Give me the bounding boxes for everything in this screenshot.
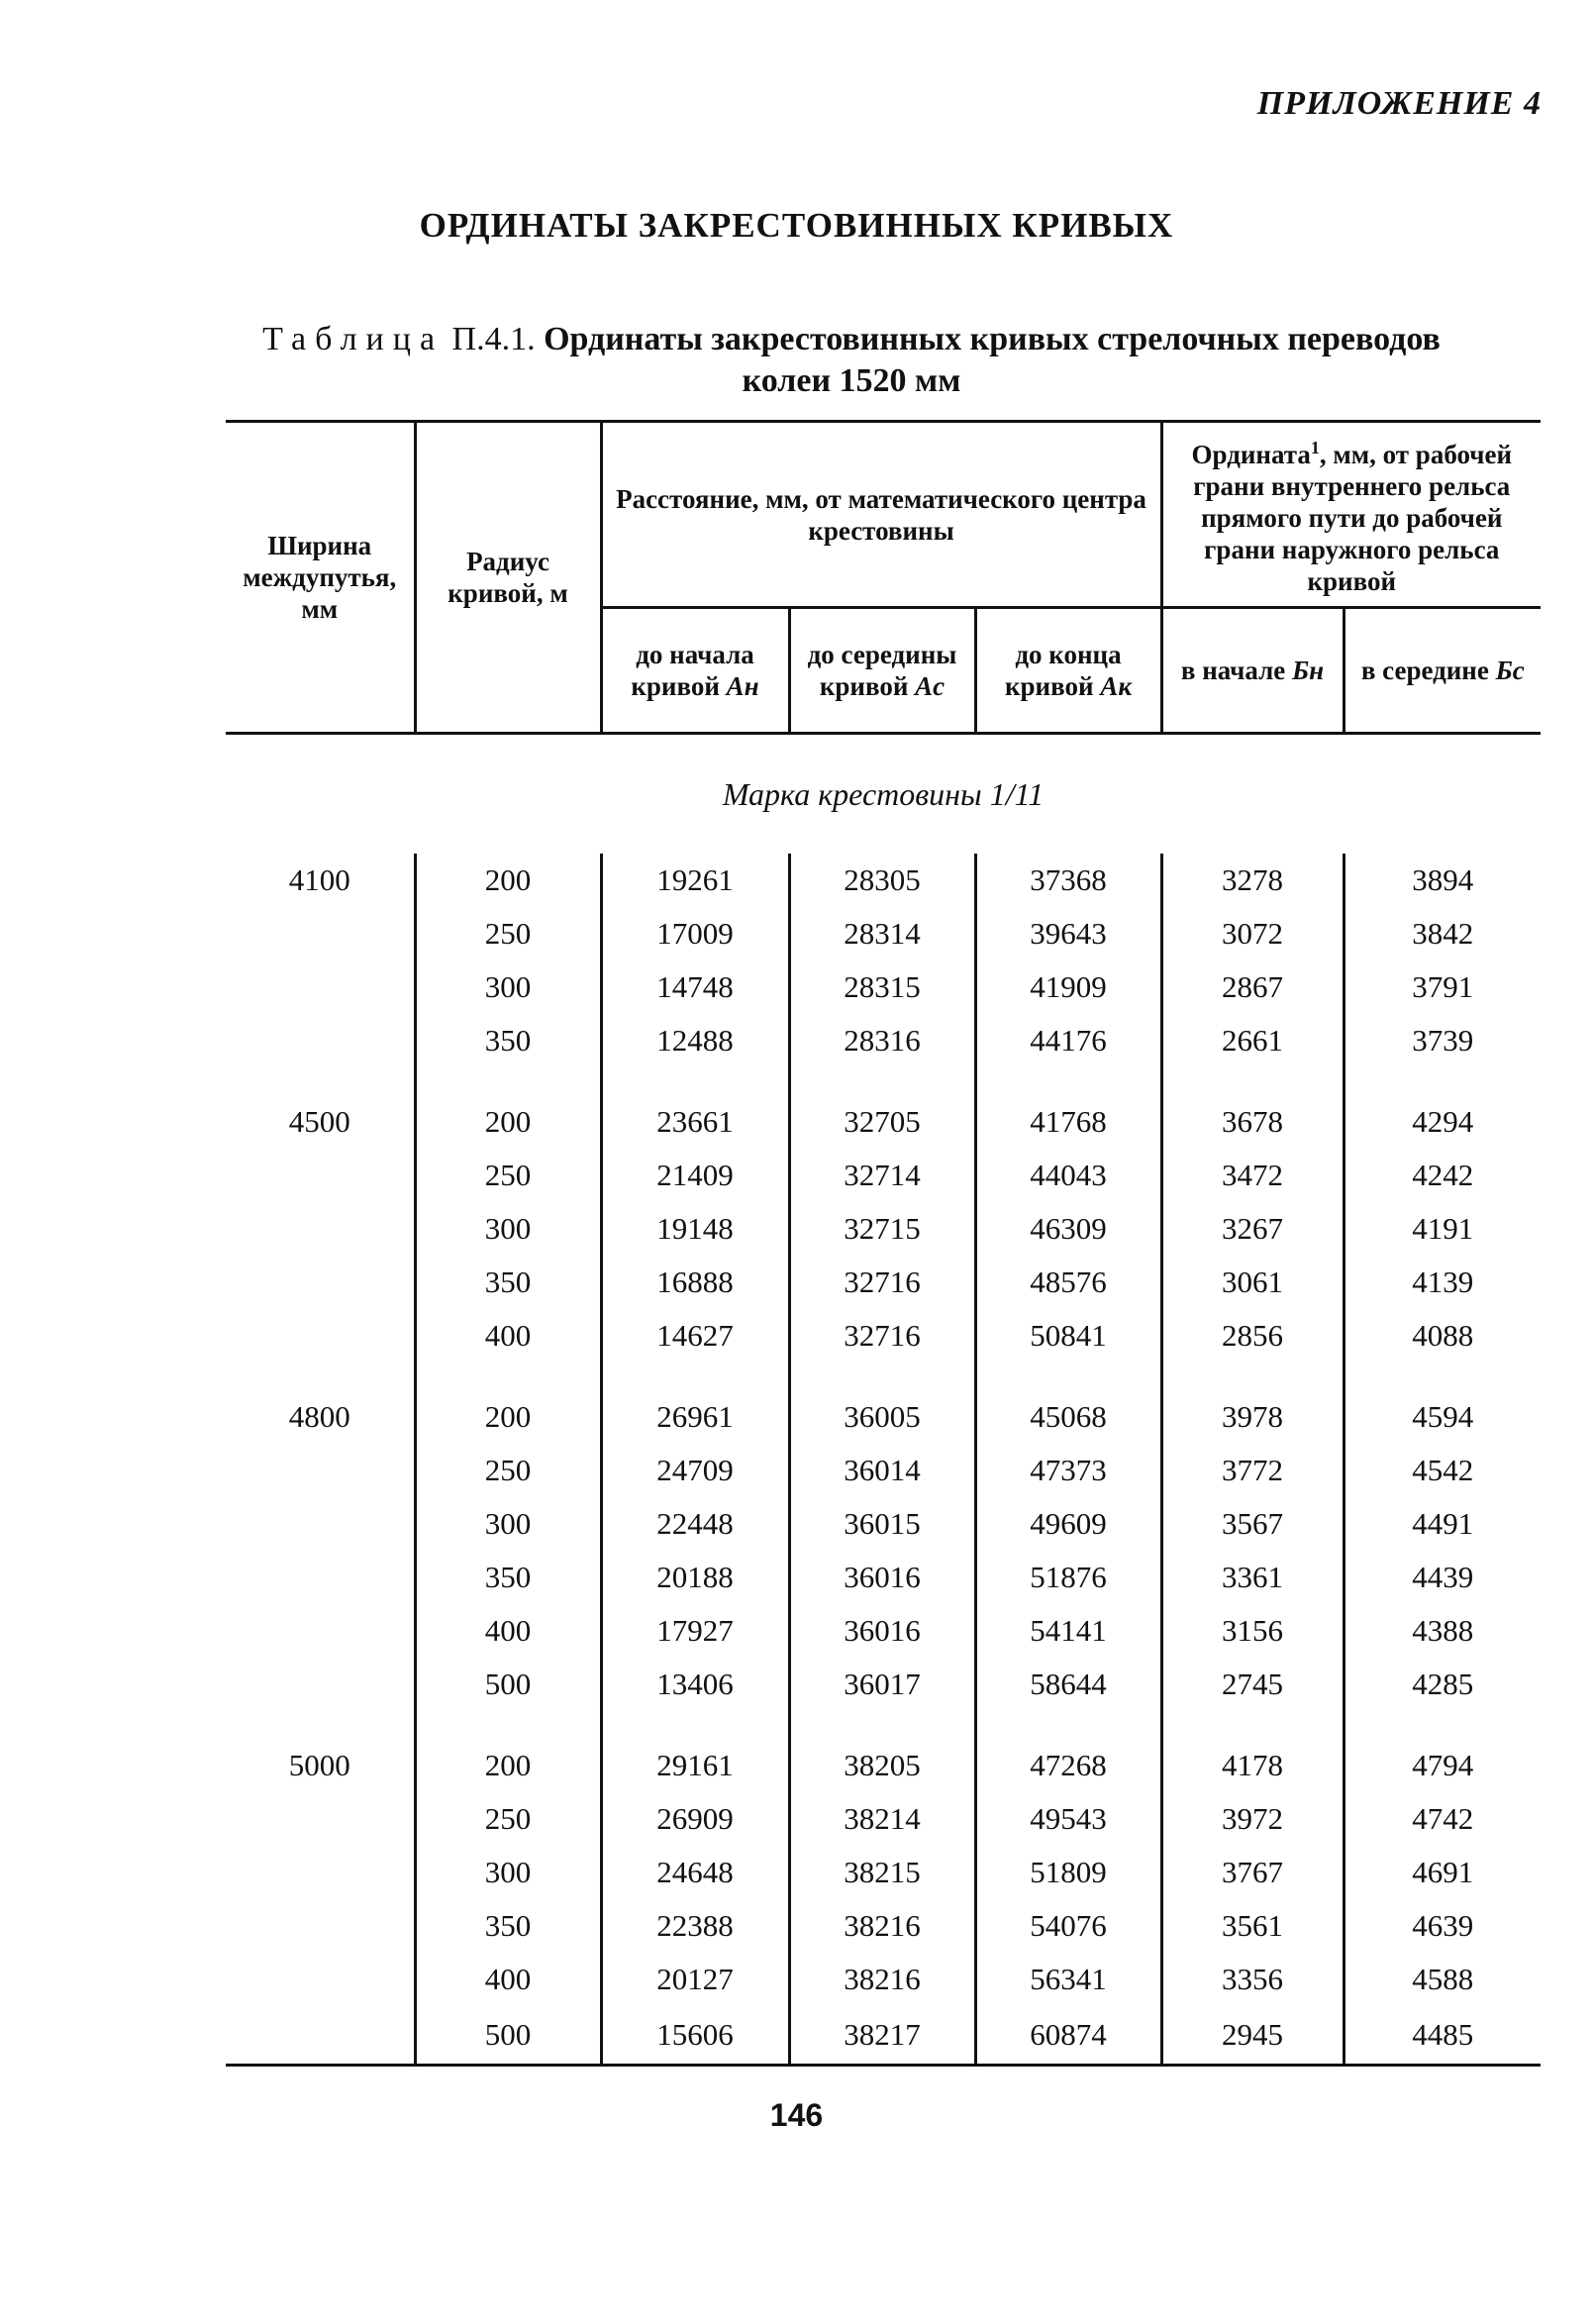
- gap-cell: [1161, 1711, 1344, 1739]
- to-end-cell: 54076: [975, 1899, 1161, 1953]
- header-radius: Радиус кривой, м: [415, 422, 601, 734]
- radius-cell: 300: [415, 960, 601, 1014]
- radius-cell: 400: [415, 1604, 601, 1658]
- radius-cell: 300: [415, 1497, 601, 1551]
- at-start-cell: 4178: [1161, 1739, 1344, 1792]
- radius-cell: 250: [415, 907, 601, 960]
- radius-cell: 200: [415, 854, 601, 907]
- header-ordinate-group: [1161, 422, 1541, 608]
- at-mid-cell: 4242: [1344, 1149, 1541, 1202]
- to-mid-cell: 38216: [789, 1899, 975, 1953]
- to-start-cell: 19148: [601, 1202, 789, 1256]
- to-end-cell: 51809: [975, 1846, 1161, 1899]
- at-mid-cell: 4594: [1344, 1390, 1541, 1444]
- to-start-cell: 19261: [601, 854, 789, 907]
- width-cell: [226, 907, 415, 960]
- to-end-cell: 50841: [975, 1309, 1161, 1363]
- radius-cell: 300: [415, 1846, 601, 1899]
- table-row: [226, 1899, 1541, 1953]
- width-cell: 4800: [288, 1399, 350, 1434]
- width-cell: [226, 1953, 415, 2006]
- gap-cell: [1344, 1363, 1541, 1390]
- header-at-mid: [1344, 608, 1541, 734]
- table-row: [226, 1846, 1541, 1899]
- gap-cell: [975, 1711, 1161, 1739]
- to-mid-cell: 38215: [789, 1846, 975, 1899]
- radius-cell: 350: [415, 1014, 601, 1067]
- at-start-cell: 3678: [1161, 1095, 1344, 1149]
- to-mid-cell: 38205: [789, 1739, 975, 1792]
- gap-cell: [601, 1711, 789, 1739]
- caption-number: П.4.1.: [451, 321, 536, 357]
- width-cell: [226, 1792, 415, 1846]
- table-row: [226, 1014, 1541, 1067]
- to-mid-cell: 32714: [789, 1149, 975, 1202]
- header-to-end-sym: Aк: [1100, 671, 1133, 701]
- table-row: [226, 1792, 1541, 1846]
- width-cell: 4100: [288, 862, 350, 897]
- table-row: [226, 1202, 1541, 1256]
- at-mid-cell: 4542: [1344, 1444, 1541, 1497]
- table-caption: [228, 319, 1475, 402]
- table-row: [226, 1497, 1541, 1551]
- radius-cell: 250: [415, 1149, 601, 1202]
- at-mid-cell: 4485: [1344, 2006, 1541, 2066]
- to-mid-cell: 36017: [789, 1658, 975, 1711]
- to-end-cell: 48576: [975, 1256, 1161, 1309]
- to-end-cell: 51876: [975, 1551, 1161, 1604]
- table-body: [226, 734, 1541, 2066]
- at-mid-cell: 4088: [1344, 1309, 1541, 1363]
- gap-cell: [1161, 1363, 1344, 1390]
- at-start-cell: 3567: [1161, 1497, 1344, 1551]
- radius-cell: 200: [415, 1739, 601, 1792]
- ordinate-footnote-mark: 1: [1310, 438, 1320, 457]
- width-cell: [226, 1658, 415, 1711]
- to-mid-cell: 38217: [789, 2006, 975, 2066]
- ordinate-group-pre: Ордината: [1191, 440, 1311, 469]
- to-mid-cell: 32705: [789, 1095, 975, 1149]
- header-at-mid-text: в середине: [1360, 656, 1489, 685]
- radius-cell: 400: [415, 1953, 601, 2006]
- at-start-cell: 3061: [1161, 1256, 1344, 1309]
- table-row: [226, 1604, 1541, 1658]
- header-to-end: [975, 608, 1161, 734]
- width-cell: 4500: [288, 1104, 350, 1139]
- to-mid-cell: 32716: [789, 1309, 975, 1363]
- to-end-cell: 39643: [975, 907, 1161, 960]
- table-row: [226, 1256, 1541, 1309]
- gap-cell: [789, 1363, 975, 1390]
- gap-cell: [1344, 1067, 1541, 1095]
- at-mid-cell: 3791: [1344, 960, 1541, 1014]
- to-start-cell: 22388: [601, 1899, 789, 1953]
- at-mid-cell: 4388: [1344, 1604, 1541, 1658]
- radius-cell: 200: [415, 1095, 601, 1149]
- to-start-cell: 15606: [601, 2006, 789, 2066]
- radius-cell: 350: [415, 1256, 601, 1309]
- to-mid-cell: 36015: [789, 1497, 975, 1551]
- to-start-cell: 13406: [601, 1658, 789, 1711]
- to-start-cell: 29161: [601, 1739, 789, 1792]
- page-number: 146: [769, 2097, 824, 2133]
- section-title: Марка крестовины 1/11: [722, 776, 1045, 812]
- radius-cell: 350: [415, 1551, 601, 1604]
- at-start-cell: 3267: [1161, 1202, 1344, 1256]
- at-mid-cell: 4639: [1344, 1899, 1541, 1953]
- to-end-cell: 44043: [975, 1149, 1161, 1202]
- to-start-cell: 14627: [601, 1309, 789, 1363]
- ordinate-group-post: , мм, от рабочей грани внутреннего рельса прямого пути до рабочей грани наружного рельса кривой: [1193, 440, 1513, 596]
- at-mid-cell: 3842: [1344, 907, 1541, 960]
- width-cell: [226, 2006, 415, 2066]
- width-cell: [226, 1846, 415, 1899]
- to-end-cell: 49543: [975, 1792, 1161, 1846]
- gap-cell: [601, 1363, 789, 1390]
- gap-cell: [415, 1711, 601, 1739]
- to-start-cell: 17009: [601, 907, 789, 960]
- at-start-cell: 3772: [1161, 1444, 1344, 1497]
- to-start-cell: 22448: [601, 1497, 789, 1551]
- to-start-cell: 12488: [601, 1014, 789, 1067]
- radius-cell: 500: [415, 1658, 601, 1711]
- to-end-cell: 49609: [975, 1497, 1161, 1551]
- header-to-start-text: до начала кривой: [631, 640, 754, 701]
- ordinates-table: [226, 420, 1541, 2067]
- header-at-start: [1161, 608, 1344, 734]
- gap-cell: [1161, 1067, 1344, 1095]
- to-end-cell: 37368: [975, 854, 1161, 907]
- radius-cell: 250: [415, 1444, 601, 1497]
- radius-cell: 350: [415, 1899, 601, 1953]
- at-start-cell: 3972: [1161, 1792, 1344, 1846]
- at-mid-cell: 3739: [1344, 1014, 1541, 1067]
- table-row: [226, 2006, 1541, 2066]
- to-mid-cell: 36005: [789, 1390, 975, 1444]
- at-start-cell: 3978: [1161, 1390, 1344, 1444]
- table-row: [226, 1390, 1541, 1444]
- header-to-mid: [789, 608, 975, 734]
- width-cell: 5000: [288, 1748, 350, 1782]
- at-start-cell: 3472: [1161, 1149, 1344, 1202]
- to-end-cell: 41909: [975, 960, 1161, 1014]
- width-cell: [226, 1202, 415, 1256]
- at-start-cell: 2745: [1161, 1658, 1344, 1711]
- group-gap: [226, 1363, 1541, 1390]
- caption-text-line1: Ординаты закрестовинных кривых стрелочных переводов: [544, 321, 1441, 357]
- header-to-mid-sym: Aс: [915, 671, 946, 701]
- width-cell: [226, 1256, 415, 1309]
- to-end-cell: 41768: [975, 1095, 1161, 1149]
- page-title: ОРДИНАТЫ ЗАКРЕСТОВИННЫХ КРИВЫХ: [419, 206, 1174, 245]
- at-start-cell: 3072: [1161, 907, 1344, 960]
- gap-cell: [226, 1363, 415, 1390]
- group-gap: [226, 1711, 1541, 1739]
- at-mid-cell: 4439: [1344, 1551, 1541, 1604]
- to-mid-cell: 28314: [789, 907, 975, 960]
- header-distance-group: Расстояние, мм, от математического центра крестовины: [601, 422, 1161, 608]
- to-end-cell: 45068: [975, 1390, 1161, 1444]
- at-start-cell: 3361: [1161, 1551, 1344, 1604]
- at-start-cell: 2945: [1161, 2006, 1344, 2066]
- table-row: [226, 1309, 1541, 1363]
- at-start-cell: 2867: [1161, 960, 1344, 1014]
- to-mid-cell: 28315: [789, 960, 975, 1014]
- to-end-cell: 47373: [975, 1444, 1161, 1497]
- table-row: [226, 960, 1541, 1014]
- to-mid-cell: 38216: [789, 1953, 975, 2006]
- at-start-cell: 3767: [1161, 1846, 1344, 1899]
- header-to-start: [601, 608, 789, 734]
- to-mid-cell: 36014: [789, 1444, 975, 1497]
- to-end-cell: 46309: [975, 1202, 1161, 1256]
- to-mid-cell: 36016: [789, 1551, 975, 1604]
- to-start-cell: 21409: [601, 1149, 789, 1202]
- to-end-cell: 47268: [975, 1739, 1161, 1792]
- gap-cell: [975, 1363, 1161, 1390]
- to-start-cell: 20127: [601, 1953, 789, 2006]
- gap-cell: [226, 1711, 415, 1739]
- table-row: [226, 1095, 1541, 1149]
- radius-cell: 300: [415, 1202, 601, 1256]
- at-start-cell: 3356: [1161, 1953, 1344, 2006]
- to-mid-cell: 38214: [789, 1792, 975, 1846]
- at-start-cell: 2661: [1161, 1014, 1344, 1067]
- at-mid-cell: 4191: [1344, 1202, 1541, 1256]
- to-end-cell: 56341: [975, 1953, 1161, 2006]
- table-row: [226, 1739, 1541, 1792]
- header-at-start-text: в начале: [1180, 656, 1286, 685]
- to-mid-cell: 32716: [789, 1256, 975, 1309]
- to-start-cell: 26909: [601, 1792, 789, 1846]
- to-mid-cell: 32715: [789, 1202, 975, 1256]
- at-mid-cell: 4742: [1344, 1792, 1541, 1846]
- table-row: [226, 1551, 1541, 1604]
- width-cell: [226, 1149, 415, 1202]
- width-cell: [226, 1604, 415, 1658]
- header-at-mid-sym: Бс: [1495, 656, 1525, 685]
- header-to-end-text: до конца кривой: [1004, 640, 1122, 701]
- table-row: [226, 907, 1541, 960]
- to-mid-cell: 28316: [789, 1014, 975, 1067]
- to-start-cell: 24709: [601, 1444, 789, 1497]
- at-mid-cell: 4139: [1344, 1256, 1541, 1309]
- to-start-cell: 16888: [601, 1256, 789, 1309]
- at-start-cell: 3561: [1161, 1899, 1344, 1953]
- table-row: [226, 854, 1541, 907]
- radius-cell: 500: [415, 2006, 601, 2066]
- gap-cell: [789, 1067, 975, 1095]
- radius-cell: 250: [415, 1792, 601, 1846]
- to-end-cell: 54141: [975, 1604, 1161, 1658]
- caption-text-line2: колеи 1520 мм: [742, 362, 961, 399]
- width-cell: [226, 1497, 415, 1551]
- width-cell: [226, 1014, 415, 1067]
- to-end-cell: 60874: [975, 2006, 1161, 2066]
- table-row: [226, 1658, 1541, 1711]
- to-start-cell: 14748: [601, 960, 789, 1014]
- gap-cell: [415, 1067, 601, 1095]
- width-cell: [226, 1551, 415, 1604]
- to-mid-cell: 28305: [789, 854, 975, 907]
- at-mid-cell: 4285: [1344, 1658, 1541, 1711]
- table-row: [226, 1953, 1541, 2006]
- group-gap: [226, 1067, 1541, 1095]
- gap-cell: [226, 1067, 415, 1095]
- at-start-cell: 3278: [1161, 854, 1344, 907]
- header-to-mid-text: до середины кривой: [807, 640, 957, 701]
- header-at-start-sym: Бн: [1292, 656, 1325, 685]
- header-to-start-sym: Aн: [726, 671, 759, 701]
- at-mid-cell: 4691: [1344, 1846, 1541, 1899]
- section-row: [226, 734, 1541, 855]
- to-end-cell: 58644: [975, 1658, 1161, 1711]
- gap-cell: [789, 1711, 975, 1739]
- header-width: Ширина междупутья, мм: [226, 422, 415, 734]
- table-row: [226, 1149, 1541, 1202]
- at-mid-cell: 4794: [1344, 1739, 1541, 1792]
- appendix-label: ПРИЛОЖЕНИЕ 4: [1256, 85, 1542, 122]
- width-cell: [226, 1309, 415, 1363]
- width-cell: [226, 960, 415, 1014]
- table-row: [226, 1444, 1541, 1497]
- to-start-cell: 23661: [601, 1095, 789, 1149]
- to-start-cell: 20188: [601, 1551, 789, 1604]
- at-mid-cell: 4294: [1344, 1095, 1541, 1149]
- to-start-cell: 24648: [601, 1846, 789, 1899]
- radius-cell: 400: [415, 1309, 601, 1363]
- width-cell: [226, 1444, 415, 1497]
- to-end-cell: 44176: [975, 1014, 1161, 1067]
- to-start-cell: 17927: [601, 1604, 789, 1658]
- gap-cell: [415, 1363, 601, 1390]
- at-mid-cell: 4588: [1344, 1953, 1541, 2006]
- to-start-cell: 26961: [601, 1390, 789, 1444]
- caption-label: Таблица: [262, 321, 445, 357]
- radius-cell: 200: [415, 1390, 601, 1444]
- width-cell: [226, 1899, 415, 1953]
- at-mid-cell: 3894: [1344, 854, 1541, 907]
- at-mid-cell: 4491: [1344, 1497, 1541, 1551]
- to-mid-cell: 36016: [789, 1604, 975, 1658]
- at-start-cell: 2856: [1161, 1309, 1344, 1363]
- gap-cell: [1344, 1711, 1541, 1739]
- gap-cell: [975, 1067, 1161, 1095]
- at-start-cell: 3156: [1161, 1604, 1344, 1658]
- gap-cell: [601, 1067, 789, 1095]
